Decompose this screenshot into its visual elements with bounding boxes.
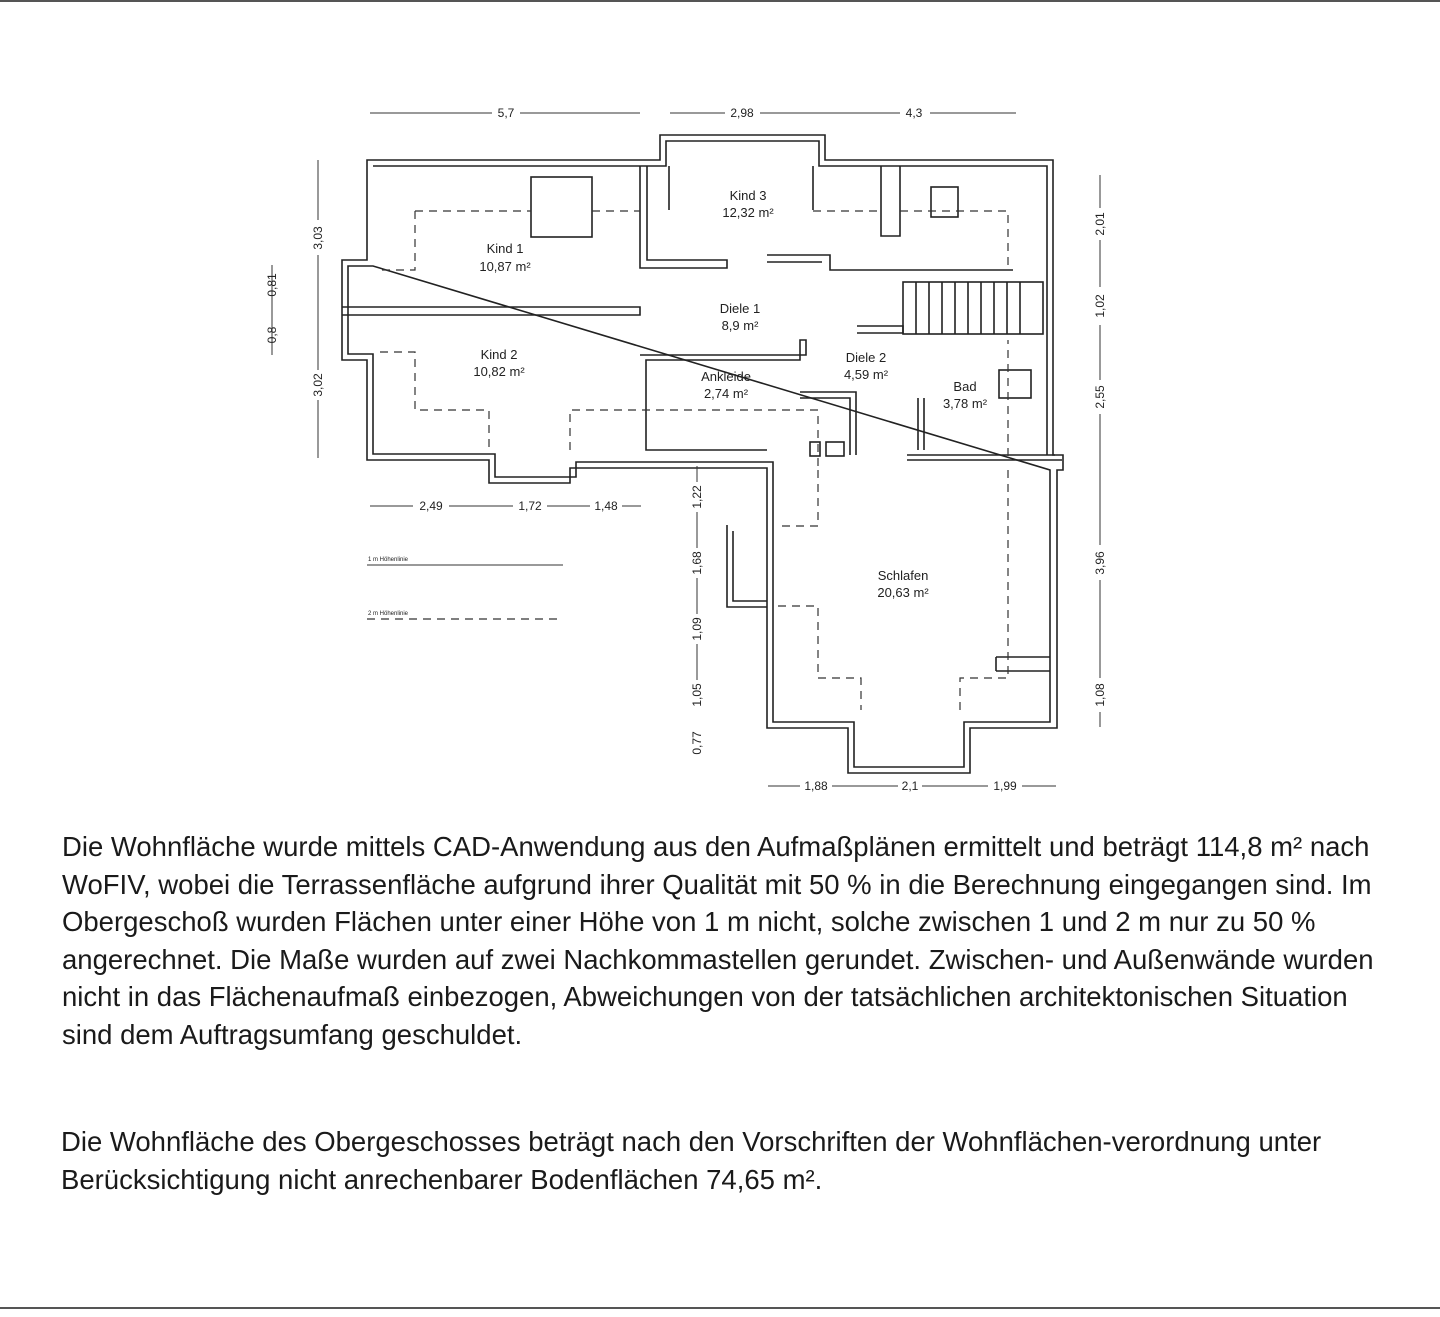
- dim-left-2: 0,8: [265, 326, 279, 344]
- room-area-kind2: 10,82 m²: [473, 364, 525, 379]
- legend-label-1m: 1 m Höhenlinie: [368, 557, 409, 563]
- room-name-kind3: Kind 3: [729, 188, 767, 203]
- area-calculation-paragraph: Die Wohnfläche wurde mittels CAD-Anwendung aus den Aufmaßplänen ermittelt und beträgt 114,8 m² nach WoFIV, wobei die Terrassenfläche aufgrund ihrer Qualität mit 50 % in die Berechnung eingegangen sind. Im Obergeschoß wurden Flächen unter einer Höhe von 1 m nicht, solche zwischen 1 und 2 m nur zu 50 % angerechnet. Die Maße wurden auf zwei Nachkommastellen gerundet. Zwischen- und Außenwände wurden nicht in das Flächenaufmaß einbezogen, Abweichungen von der tatsächlichen architektonischen Situation sind dem Auftragsumfang geschuldet.: [62, 831, 1374, 1050]
- dim-middle-2: 1,68: [690, 551, 704, 575]
- chimney-kind1: [531, 177, 592, 237]
- legend-label-2m: 2 m Höhenlinie: [368, 611, 409, 617]
- dim-middle-4: 1,05: [690, 683, 704, 707]
- dim-middle-3: 1,09: [690, 617, 704, 641]
- upper-floor-area-paragraph: Die Wohnfläche des Obergeschosses beträgt nach den Vorschriften der Wohnflächen-verordnung unter Berücksichtigung nicht anrechenbarer Bodenflächen 74,65 m².: [61, 1126, 1322, 1195]
- chimney-kind3: [931, 187, 958, 217]
- dim-bottom-left-1: 2,49: [419, 499, 443, 513]
- legend: [367, 557, 563, 619]
- room-labels: [473, 188, 987, 600]
- dim-middle-5: 0,77: [690, 731, 704, 755]
- room-area-schlafen: 20,63 m²: [877, 585, 929, 600]
- room-area-diele2: 4,59 m²: [843, 367, 889, 382]
- dim-right-5: 1,08: [1093, 683, 1107, 707]
- dim-right-2: 1,02: [1093, 294, 1107, 318]
- room-area-kind3: 12,32 m²: [722, 205, 774, 220]
- room-area-kind1: 10,87 m²: [479, 259, 531, 274]
- room-name-schlafen: Schlafen: [877, 568, 929, 583]
- dim-right-3: 2,55: [1093, 385, 1107, 409]
- interior-walls: [640, 166, 1062, 671]
- room-name-diele1: Diele 1: [719, 301, 761, 316]
- dim-left-4: 3,02: [311, 373, 325, 397]
- room-name-diele2: Diele 2: [845, 350, 887, 365]
- scan-bottom-edge: [0, 1307, 1440, 1309]
- outer-walls: [342, 135, 1063, 773]
- dim-right-1: 2,01: [1093, 212, 1107, 236]
- room-area-bad: 3,78 m²: [942, 396, 988, 411]
- room-name-ankleide: Ankleide: [701, 369, 751, 384]
- dim-left-1: 3,03: [311, 226, 325, 250]
- room-name-bad: Bad: [953, 379, 977, 394]
- dim-top-1: 5,7: [497, 106, 515, 120]
- dim-bottom-right-2: 2,1: [901, 779, 919, 793]
- dim-left-3: 0,81: [265, 273, 279, 297]
- dim-right-4: 3,96: [1093, 551, 1107, 575]
- room-name-kind1: Kind 1: [486, 241, 524, 256]
- room-name-kind2: Kind 2: [480, 347, 518, 362]
- dim-middle-1: 1,22: [690, 485, 704, 509]
- staircase: [903, 282, 1043, 334]
- dim-top-3: 4,3: [905, 106, 923, 120]
- dim-bottom-left-2: 1,72: [518, 499, 542, 513]
- dim-bottom-left-3: 1,48: [594, 499, 618, 513]
- room-area-diele1: 8,9 m²: [721, 318, 759, 333]
- dim-top-2: 2,98: [730, 106, 754, 120]
- shaft-bad: [999, 370, 1031, 398]
- dim-bottom-right-1: 1,88: [804, 779, 828, 793]
- room-area-ankleide: 2,74 m²: [703, 386, 749, 401]
- dim-bottom-right-3: 1,99: [993, 779, 1017, 793]
